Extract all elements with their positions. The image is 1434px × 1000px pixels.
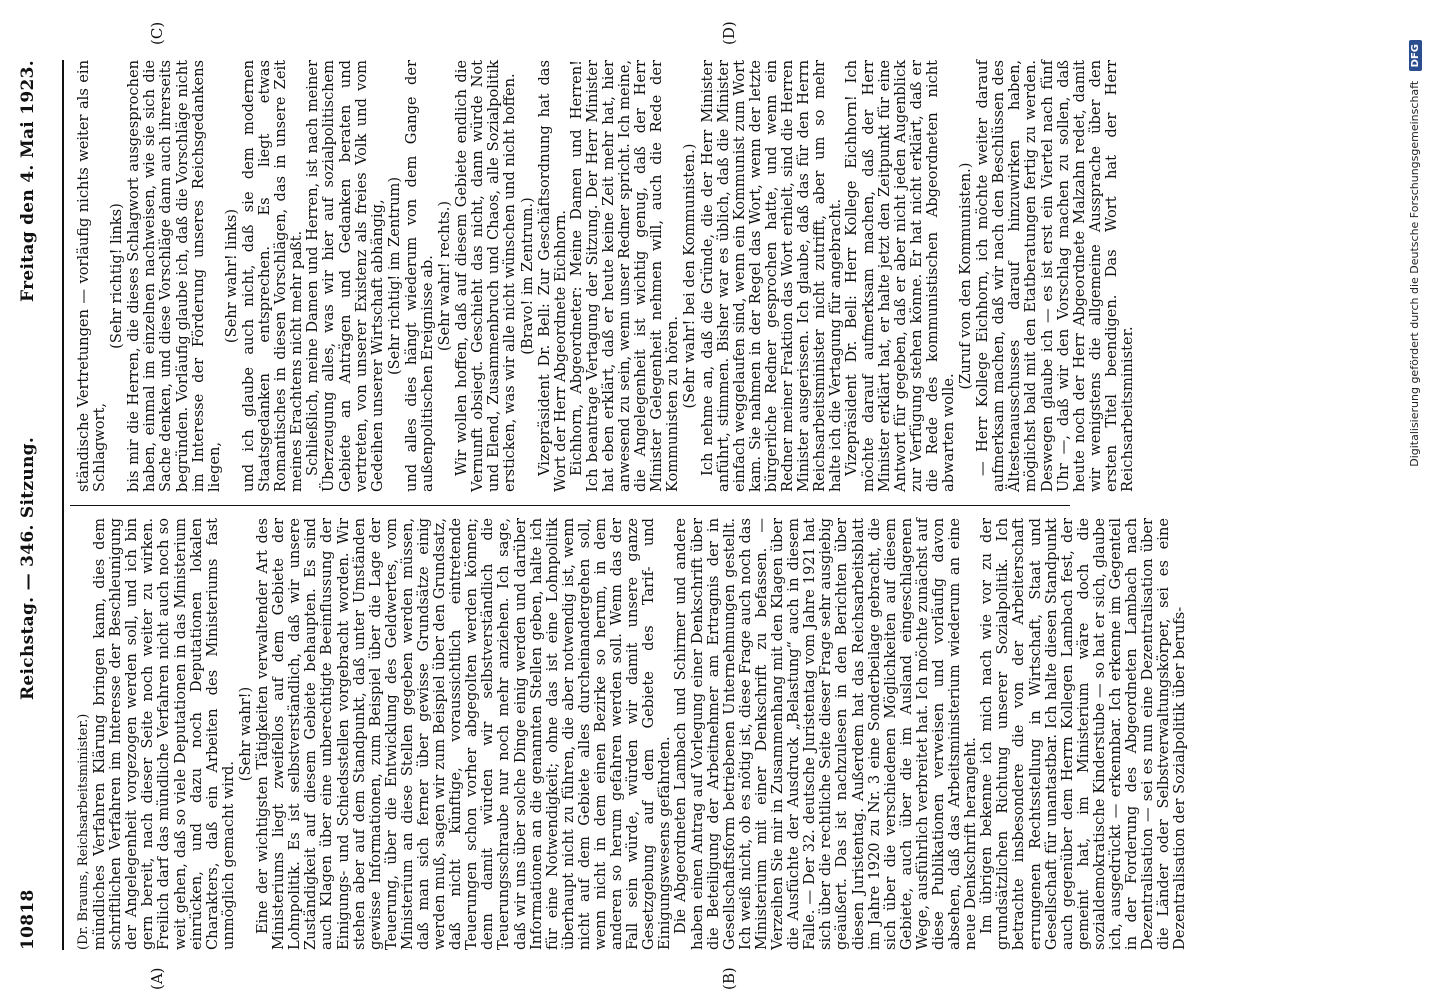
margin-mark-a: (A) <box>148 967 166 990</box>
interjection: (Sehr wahr! rechts.) <box>436 200 454 352</box>
paragraph: Wir wollen hoffen, daß auf diesem Gebiete endlich die Vernunft obsiegt. Geschieht das nicht, dann würde Not und Elend, Zusammenbruch und Chaos, alle Sozialpolitik ersticken, was wir alle nicht wünschen und nicht hoffen. <box>453 60 519 492</box>
header-title: Reichstag. — 346. Sitzung. <box>18 436 38 700</box>
left-column <box>76 518 1189 950</box>
paragraph: Eine der wichtigsten Tätigkeiten verwaltender Art des Ministeriums liegt zweifellos auf dem Gebiete der Lohnpolitik. Es ist selbstverständlich, daß wir unsere Zuständigkeit auf diesem Gebiete behaupten. Es sind auch Klagen über eine unberechtigte Beeinflussung der Einigungs- und Schiedsstellen vorgebracht worden. Wir stehen aber auf dem Standpunkt, daß unter Umständen gewisse Informationen, zum Beispiel über die Lage der Teuerung, über die Entwicklung des Geldwertes, vom Ministerium an diese Stellen gegeben werden müssen, daß man sich ferner über gewisse Grundsätze einig werden muß, sagen wir zum Beispiel über den Grundsatz, daß nicht künftige, voraussichtlich eintretende Teuerungen schon vorher abgegolten werden können; denn damit würden wir selbstverständlich die Teuerungsschraube nur noch mehr anziehen. Ich sage, daß wir uns über solche Dinge einig werden und darüber Informationen an die genannten Stellen geben, halte ich für eine Notwendigkeit; ohne das ist eine Lohnpolitik überhaupt nicht zu führen, die aber notwendig ist, wenn nicht auf dem Gebiete alles durcheinandergehen soll, wenn nicht in dem einen Bezirke so herum, in dem anderen so herum gefahren werden soll. Wenn das der Fall sein würde, würden wir damit unsere ganze Gesetzgebung auf dem Gebiete des Tarif- und Einigungswesens gefährden. <box>254 518 674 950</box>
column-divider <box>70 505 1070 506</box>
margin-mark-b: (B) <box>720 967 738 990</box>
interjection: (Sehr wahr! links) <box>222 208 240 344</box>
paragraph: Vizepräsident Dr. Bell: Herr Kollege Eichhorn! Ich möchte darauf aufmerksam machen, daß der Herr Minister erklärt hat, er halte jetzt den Zeitpunkt für eine Antwort für gegeben, daß er aber nicht jeden Augenblick zur Verfügung stehen könne. Er hat nicht erklärt, daß er die Rede des kommunistischen Abgeordneten nicht abwarten wolle. <box>843 60 957 492</box>
paragraph: Im übrigen bekenne ich mich nach wie vor zu der grundsätzlichen Richtung unserer Sozialpolitik. Ich betrachte insbesondere die von der Arbeiterschaft errungenen Rechtsstellung in Wirtschaft, Staat und Gesellschaft für unantastbar. Ich halte diesen Standpunkt auch gegenüber dem Herrn Kollegen Lambach fest, der gemeint hat, im Ministerium wäre doch die sozialdemokratische Kinderstube — so hat er sich, glaube ich, ausgedrückt — erkennbar. Ich erkenne im Gegenteil in der Forderung des Abgeordneten Lambach nach Dezentralisation — sei es nun eine Dezentralisation über die Länder oder Selbstverwaltungskörper, sei es eine Dezentralisation der Sozialpolitik über berufs- <box>978 518 1189 950</box>
header-rule <box>62 60 64 950</box>
digitization-credit <box>1408 40 1422 960</box>
paragraph: Die Abgeordneten Lambach und Schirmer und andere haben einen Antrag auf Vorlegung einer Denkschrift über die Beteiligung der Arbeitnehmer am Ertragnis der in Gesellschaftsform betriebenen Unternehmungen gestellt. Ich weiß nicht, ob es nötig ist, diese Frage auch noch das Ministerium mit einer Denkschrift zu befassen. — Verzeihen Sie mir in Zusammenhang mit den Klagen über die Ausfüchte der Ausdruck „Belastung“ auch in diesem Falle. — Der 32. deutsche Juristentag vom Jahre 1921 hat sich über die rechtliche Seite dieser Frage sehr ausgiebig geäußert. Das ist nachzulesen in den Berichten über diesen Juristentag. Außerdem hat das Reichsarbeitsblatt im Jahre 1920 zu Nr. 3 eine Sonderbeilage gebracht, die sich über die verschiedenen Möglichkeiten auf diesem Gebiete, auch über die im Ausland eingeschlagenen Wege, ausführlich verbreitet hat. Ich möchte zunächst auf diese Publikationen verweisen und vorläufig davon absehen, daß das Arbeitsministerium wiederum an eine neue Denkschrift herangeht. <box>672 518 980 950</box>
paragraph: Ich nehme an, daß die Gründe, die der Herr Minister anführt, stimmen. Bisher war es üblich, daß die Minister einfach weggelaufen sind, wenn ein Kommunist zum Wort kam. Sie nahmen in der Regel das Wort, wenn der letzte bürgerliche Redner gesprochen hatte, und wenn ein Redner meiner Fraktion das Wort erhielt, sind die Herren Minister ausgerissen. Ich glaube, daß das für den Herrn Reichsarbeitsminister nicht zutrifft, aber um so mehr halte ich die Vertagung für angebracht. <box>698 60 845 492</box>
interjection: (Sehr richtig! links) <box>108 203 126 349</box>
paragraph: und ich glaube auch nicht, daß sie dem modernen Staatsgedanken entsprechen. Es liegt etwas Romantisches in diesen Vorschlägen, das in unsere Zeit meines Erachtens nicht mehr paßt. <box>239 60 306 492</box>
paragraph: und alles dies hängt wiederum von dem Gange der außenpolitischen Ereignisse ab. <box>402 60 436 492</box>
margin-mark-d: (D) <box>720 21 738 45</box>
paragraph: bis mir die Herren, die dieses Schlagwort ausgesprochen haben, einmal im einzelnen nachweisen, wie sie sich die Sache denken, und diese Vorschläge dann auch ihrerseits begründen. Vorläufig glaube ich, daß die Vorschläge nicht im Interesse der Förderung unseres Reichsgedankens liegen, <box>125 60 223 492</box>
paragraph: — Herr Kollege Eichhorn, ich möchte weiter darauf aufmerksam machen, daß wir nach den Beschlüssen des Ältestenausschusses darauf hinzuwirken haben, möglichst bald mit den Etatberatungen fertig zu werden. Deswegen glaube ich — es ist erst ein Viertel nach fünf Uhr —, daß wir den Vorschlag machen zu sollen, daß heute noch der Herr Abgeordnete Malzahn redet, damit wir wenigstens die allgemeine Aussprache über den ersten Titel beendigen. Das Wort hat der Herr Reichsarbeitsminister. <box>974 60 1136 492</box>
credit-text: Digitalisierung gefördert durch die Deutsche Forschungsgemeinschaft <box>1408 80 1421 467</box>
interjection: (Zuruf von den Kommunisten.) <box>957 162 975 390</box>
paragraph: Schließlich, meine Damen und Herren, ist nach meiner Überzeugung alles, was wir hier auf sozialpolitischem Gebiete an Anträgen und Gedanken beraten und vertreten, von unserer Existenz als freies Volk und vom Gedeihen unserer Wirtschaft abhängig, <box>304 60 386 492</box>
interjection: (Sehr wahr!) <box>236 686 254 782</box>
paragraph: Eichhorn, Abgeordneter: Meine Damen und Herren! Ich beantrage Vertagung der Sitzung. Der Herr Minister hat eben erklärt, daß er heute keine Zeit mehr hat, hier anwesend zu sein, wenn unser Redner spricht. Ich meine, die Angelegenheit ist wichtig genug, daß der Herr Minister Gelegenheit nehmen will, auch die Rede der Kommunisten zu hören. <box>567 60 682 492</box>
right-column <box>76 60 1156 492</box>
interjection: (Sehr wahr! bei den Kommunisten.) <box>681 143 699 409</box>
paragraph: mündliches Verfahren Klärung bringen kann, dies dem schriftlichen Verfahren im Interesse der Beschleunigung der Angelegenheit vorgezogen werden soll, und ich bin gern bereit, nach dieser Seite noch weiter zu wirken. Freilich darf das mündliche Verfahren nicht auch noch so weit gehen, daß so viele Deputationen in das Ministerium einrücken, und dazu noch Deputationen lokalen Charakters, daß ein Arbeiten des Ministeriums fast unmöglich gemacht wird. <box>91 518 237 950</box>
page-number: 10818 <box>18 889 38 950</box>
paragraph: ständische Vertretungen — vorläufig nichts weiter als ein Schlagwort, <box>75 60 109 492</box>
page-header <box>4 60 44 950</box>
paragraph: Vizepräsident Dr. Bell: Zur Geschäftsordnung hat das Wort der Herr Abgeordnete Eichhorn. <box>535 60 569 492</box>
interjection: (Bravo! im Zentrum.) <box>518 197 536 355</box>
interjection: (Sehr richtig! im Zentrum) <box>385 176 403 376</box>
header-date: Freitag den 4. Mai 1923. <box>18 60 38 302</box>
margin-mark-c: (C) <box>148 21 166 45</box>
running-head: (Dr. Brauns, Reichsarbeitsminister.) <box>76 713 91 950</box>
dfg-logo: DFG <box>1409 40 1422 71</box>
